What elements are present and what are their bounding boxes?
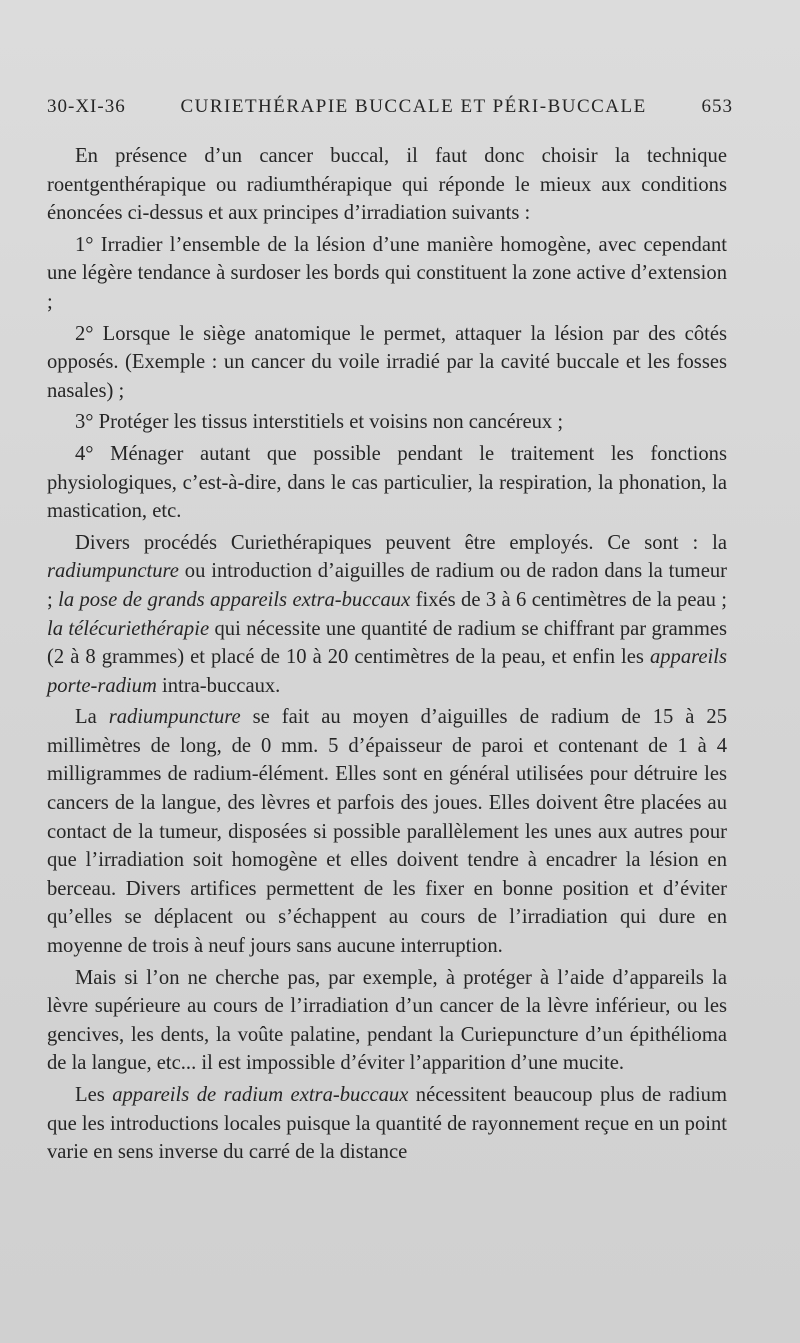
paragraph-extra-buccaux: Les appareils de radium extra-buccaux nécessitent beaucoup plus de radium que les introductions locales puisque la quantité de rayonnement reçue en un point varie en sens inverse du carré de la distance [47,1084,727,1164]
header-date: 30-XI-36 [47,96,126,117]
body-text [47,142,727,1170]
header-title: CURIETHÉRAPIE BUCCALE ET PÉRI-BUCCALE [180,96,647,117]
paragraph-radiumpuncture: La radiumpuncture se fait au moyen d’aiguilles de radium de 15 à 25 millimètres de long, de 0 mm. 5 d’épaisseur de paroi et contenant de 1 à 4 milligrammes de radium-élément. Elles sont en général utilisées pour détruire les cancers de la langue, des lèvres et parfois des joues. Elles doivent être placées au contact de la tumeur, disposées si possible parallèlement les unes aux autres pour que l’irradiation soit homogène et elles doivent tendre à encadrer la lésion en berceau. Divers artifices permettent de les fixer en bonne position et d’éviter qu’elles se déplacent ou s’échappent au cours de l’irradiation qui dure en moyenne de trois à neuf jours sans aucune interruption. [47,706,727,958]
term-radiumpuncture: radiumpuncture [47,560,179,583]
paragraph-mucite: Mais si l’on ne cherche pas, par exemple, à protéger à l’aide d’appareils la lèvre supérieure au cours de l’irradiation d’un cancer de la lèvre inférieur, ou les gencives, les dents, la voûte palatine, pendant la Curiepuncture d’un épithélioma de la langue, etc... il est impossible d’éviter l’apparition d’une mucite. [47,966,727,1075]
term-telecuriotherapie: la télécuriethérapie [47,617,210,640]
term-appareils-extra-buccaux: appareils de radium extra-buccaux [112,1084,409,1106]
term-pose-appareils: la pose de grands appareils extra-buccaux [58,588,411,611]
running-header [47,96,733,126]
paragraph-procedures: Divers procédés Curiethérapiques peuvent être employés. Ce sont : la radiumpuncture ou introduction d’aiguilles de radium ou de radon dans la tumeur ; la pose de grands appareils extra-buccaux fixés de 3 à 6 centimètres de la peau ; la télécuriethérapie qui nécessite une quantité de radium se chiffrant par grammes (2 à 8 grammes) et placé de 10 à 20 centimètres de la peau, et enfin les appareils porte-radium intra-buccaux. [47,531,728,697]
page-number: 653 [701,96,733,117]
paragraph-principle-1: 1° Irradier l’ensemble de la lésion d’une manière homogène, avec cependant une légère tendance à surdoser les bords qui constituent la zone active d’extension ; [47,233,727,313]
paragraph-principle-3: 3° Protéger les tissus interstitiels et voisins non cancéreux ; [75,411,564,434]
paragraph-intro: En présence d’un cancer buccal, il faut donc choisir la technique roentgenthérapique ou radiumthérapique qui réponde le mieux aux conditions énoncées ci-dessus et aux principes d’irradiation suivants : [47,145,727,225]
paragraph-principle-2: 2° Lorsque le siège anatomique le permet, attaquer la lésion par des côtés opposés. (Exemple : un cancer du voile irradié par la cavité buccale et les fosses nasales) ; [47,322,727,402]
paragraph-principle-4: 4° Ménager autant que possible pendant le traitement les fonctions physiologiques, c’est-à-dire, dans le cas particulier, la respiration, la phonation, la mastication, etc. [47,442,727,523]
term-appareils-porte-radium: appareils porte-radium [47,646,727,697]
term-radiumpuncture-2: radiumpuncture [108,706,241,729]
